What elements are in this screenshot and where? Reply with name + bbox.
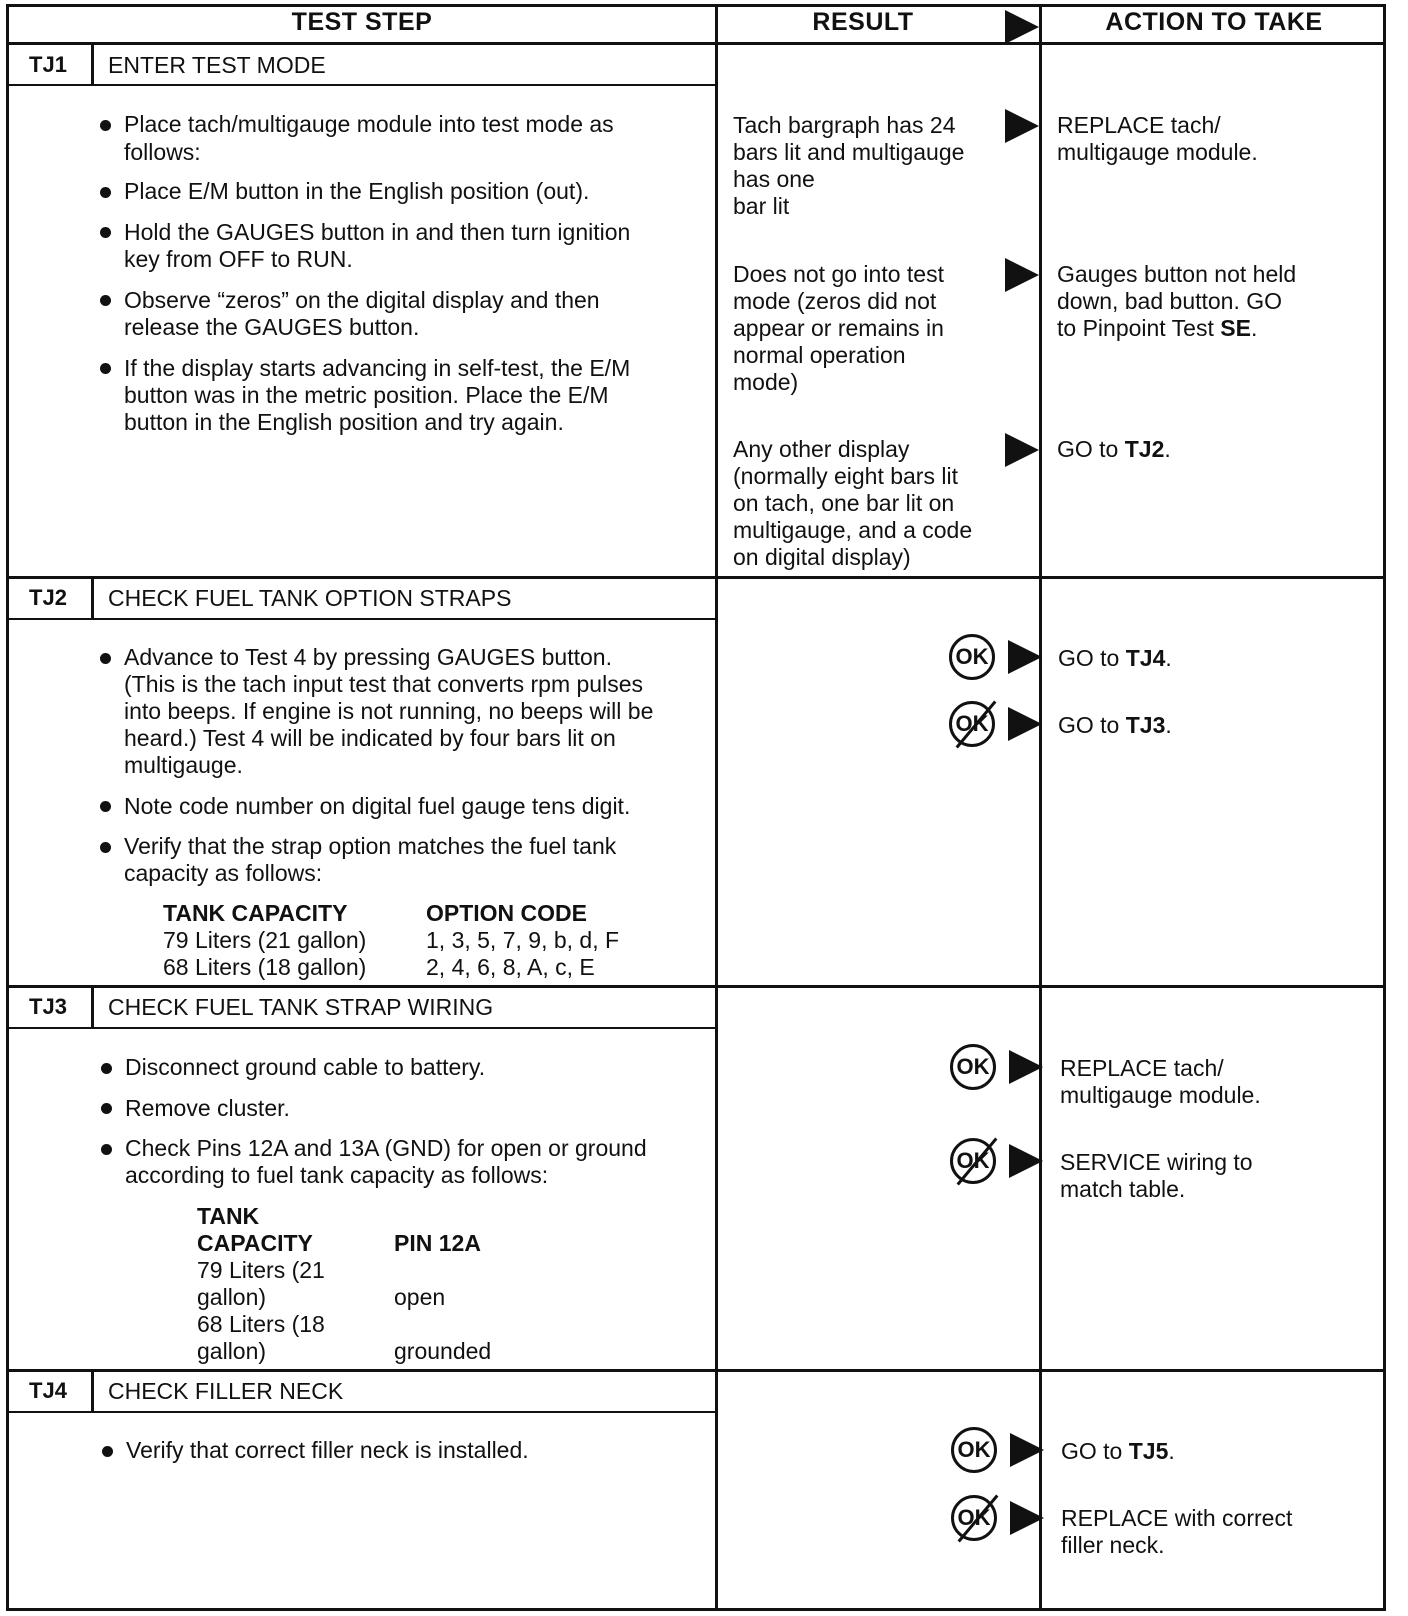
result-text: has one [733,166,815,192]
result-text: Does not go into test [733,261,944,287]
pinpoint-ref: SE [1220,315,1251,341]
action-text: match table. [1060,1176,1186,1202]
action-text: GO to TJ4. [1058,645,1172,671]
step-text: Check Pins 12A and 13A (GND) for open or ground [125,1135,647,1161]
step-id-divider [91,42,94,86]
step-text: button was in the metric position. Place the E/M [124,382,609,408]
result-text: on tach, one bar lit on [733,490,955,516]
step-title-rule [6,1027,718,1029]
step-text: release the GAUGES button. [124,314,420,340]
result-text: (normally eight bars lit [733,463,958,489]
step-text: Verify that the strap option matches the fuel tank [124,833,617,859]
ok-circle-icon: OK [951,1427,997,1473]
result-text: bars lit and multigauge [733,139,965,165]
step-id-divider [91,1369,94,1413]
step-text: Disconnect ground cable to battery. [125,1054,486,1080]
step-text: key from OFF to RUN. [124,246,353,272]
result-text: mode) [733,369,799,395]
not-ok-crossed-circle-icon: OK [950,1138,996,1184]
step-text: Advance to Test 4 by pressing GAUGES button. [124,644,612,670]
step-text: Place E/M button in the English position (out). [124,178,590,204]
step-text: If the display starts advancing in self-test, the E/M [124,355,631,381]
action-text: GO to TJ5. [1061,1438,1175,1464]
table-cell: 2, 4, 6, 8, A, c, E [426,954,595,980]
step-text: into beeps. If engine is not running, no beeps will be [124,698,654,724]
step-text: Observe “zeros” on the digital display and then [124,287,600,313]
result-text: Any other display [733,436,910,462]
bullet-icon [100,653,111,664]
step-id-divider [91,576,94,620]
step-id-tj2: TJ2 [29,585,67,610]
table-header-capacity: TANK CAPACITY [163,900,348,926]
action-text: REPLACE with correct [1061,1505,1293,1531]
arrow-icon [1005,433,1039,467]
bullet-icon [101,1103,112,1114]
action-text: down, bad button. GO [1057,288,1283,314]
bullet-icon [100,801,111,812]
result-text: normal operation [733,342,906,368]
step-text: according to fuel tank capacity as follows: [125,1162,549,1188]
table-cell: gallon) [197,1284,267,1310]
table-cell: 68 Liters (18 gallon) [163,954,367,980]
step-title-tj4: CHECK FILLER NECK [108,1378,344,1404]
bullet-icon [100,187,111,198]
arrow-icon [1010,1501,1044,1535]
step-id-tj1: TJ1 [29,52,67,77]
step-text: Verify that correct filler neck is installed. [126,1437,529,1463]
arrow-icon [1008,640,1042,674]
table-cell: 79 Liters (21 [197,1257,325,1283]
arrow-icon [1005,258,1039,292]
step-ref: TJ4 [1125,645,1166,671]
not-ok-crossed-circle-icon: OK [949,701,995,747]
step-text: Hold the GAUGES button in and then turn ignition [124,219,631,245]
step-title-rule [6,1411,718,1413]
action-text: SERVICE wiring to [1060,1149,1253,1175]
arrow-icon [1009,1050,1043,1084]
action-text: GO to TJ3. [1058,712,1172,738]
result-text: multigauge, and a code [733,517,973,543]
table-cell: 68 Liters (18 [197,1311,325,1337]
step-text: Remove cluster. [125,1095,290,1121]
step-text: (This is the tach input test that converts rpm pulses [124,671,644,697]
ok-circle-icon: OK [950,1044,996,1090]
table-header-capacity: TANK [197,1203,260,1229]
ok-circle-icon: OK [949,634,995,680]
table-cell: 1, 3, 5, 7, 9, b, d, F [426,927,620,953]
header-arrow-icon [1005,10,1039,44]
step-id-divider [91,985,94,1029]
step-title-tj3: CHECK FUEL TANK STRAP WIRING [108,994,494,1020]
section-rule [6,1369,1386,1372]
table-header-capacity: CAPACITY [197,1230,313,1256]
bullet-icon [102,1446,113,1457]
step-title-tj2: CHECK FUEL TANK OPTION STRAPS [108,585,512,611]
bullet-icon [101,1063,112,1074]
table-cell: 79 Liters (21 gallon) [163,927,367,953]
table-cell: gallon) [197,1338,267,1364]
result-text: bar lit [733,193,790,219]
action-text: REPLACE tach/ [1060,1055,1224,1081]
header-action: ACTION TO TAKE [1105,8,1323,36]
action-text: multigauge module. [1057,139,1258,165]
bullet-icon [100,363,111,374]
step-title-rule [6,618,718,620]
arrow-icon [1005,109,1039,143]
table-cell: grounded [394,1338,492,1364]
step-text: Note code number on digital fuel gauge tens digit. [124,793,631,819]
table-header-option: OPTION CODE [426,900,588,926]
bullet-icon [100,120,111,131]
bullet-icon [101,1144,112,1155]
step-ref: TJ2 [1124,436,1165,462]
action-text: REPLACE tach/ [1057,112,1221,138]
arrow-icon [1010,1433,1044,1467]
bullet-icon [100,227,111,238]
result-text: appear or remains in [733,315,944,341]
result-text: mode (zeros did not [733,288,937,314]
table-cell: open [394,1284,446,1310]
result-text: Tach bargraph has 24 [733,112,956,138]
arrow-icon [1009,1144,1043,1178]
step-title-tj1: ENTER TEST MODE [108,52,326,78]
step-text: heard.) Test 4 will be indicated by four bars lit on [124,725,616,751]
step-text: capacity as follows: [124,860,323,886]
step-title-rule [6,84,718,86]
action-text: GO to TJ2. [1057,436,1171,462]
section-rule [6,985,1386,988]
action-text: multigauge module. [1060,1082,1261,1108]
action-text: Gauges button not held [1057,261,1297,287]
section-rule [6,576,1386,579]
action-text: filler neck. [1061,1532,1165,1558]
header-result: RESULT [812,8,914,36]
step-text: Place tach/multigauge module into test mode as [124,111,614,137]
step-text: button in the English position and try again. [124,409,564,435]
action-text: to Pinpoint Test SE. [1057,315,1258,341]
bullet-icon [100,295,111,306]
result-text: on digital display) [733,544,911,570]
step-id-tj4: TJ4 [29,1378,67,1403]
step-ref: TJ3 [1125,712,1166,738]
step-text: follows: [124,139,201,165]
not-ok-crossed-circle-icon: OK [951,1495,997,1541]
table-header-pin: PIN 12A [394,1230,481,1256]
header-rule [6,42,1386,45]
step-ref: TJ5 [1128,1438,1169,1464]
step-text: multigauge. [124,752,243,778]
header-test-step: TEST STEP [291,8,433,36]
bullet-icon [100,842,111,853]
step-id-tj3: TJ3 [29,994,67,1019]
arrow-icon [1008,707,1042,741]
